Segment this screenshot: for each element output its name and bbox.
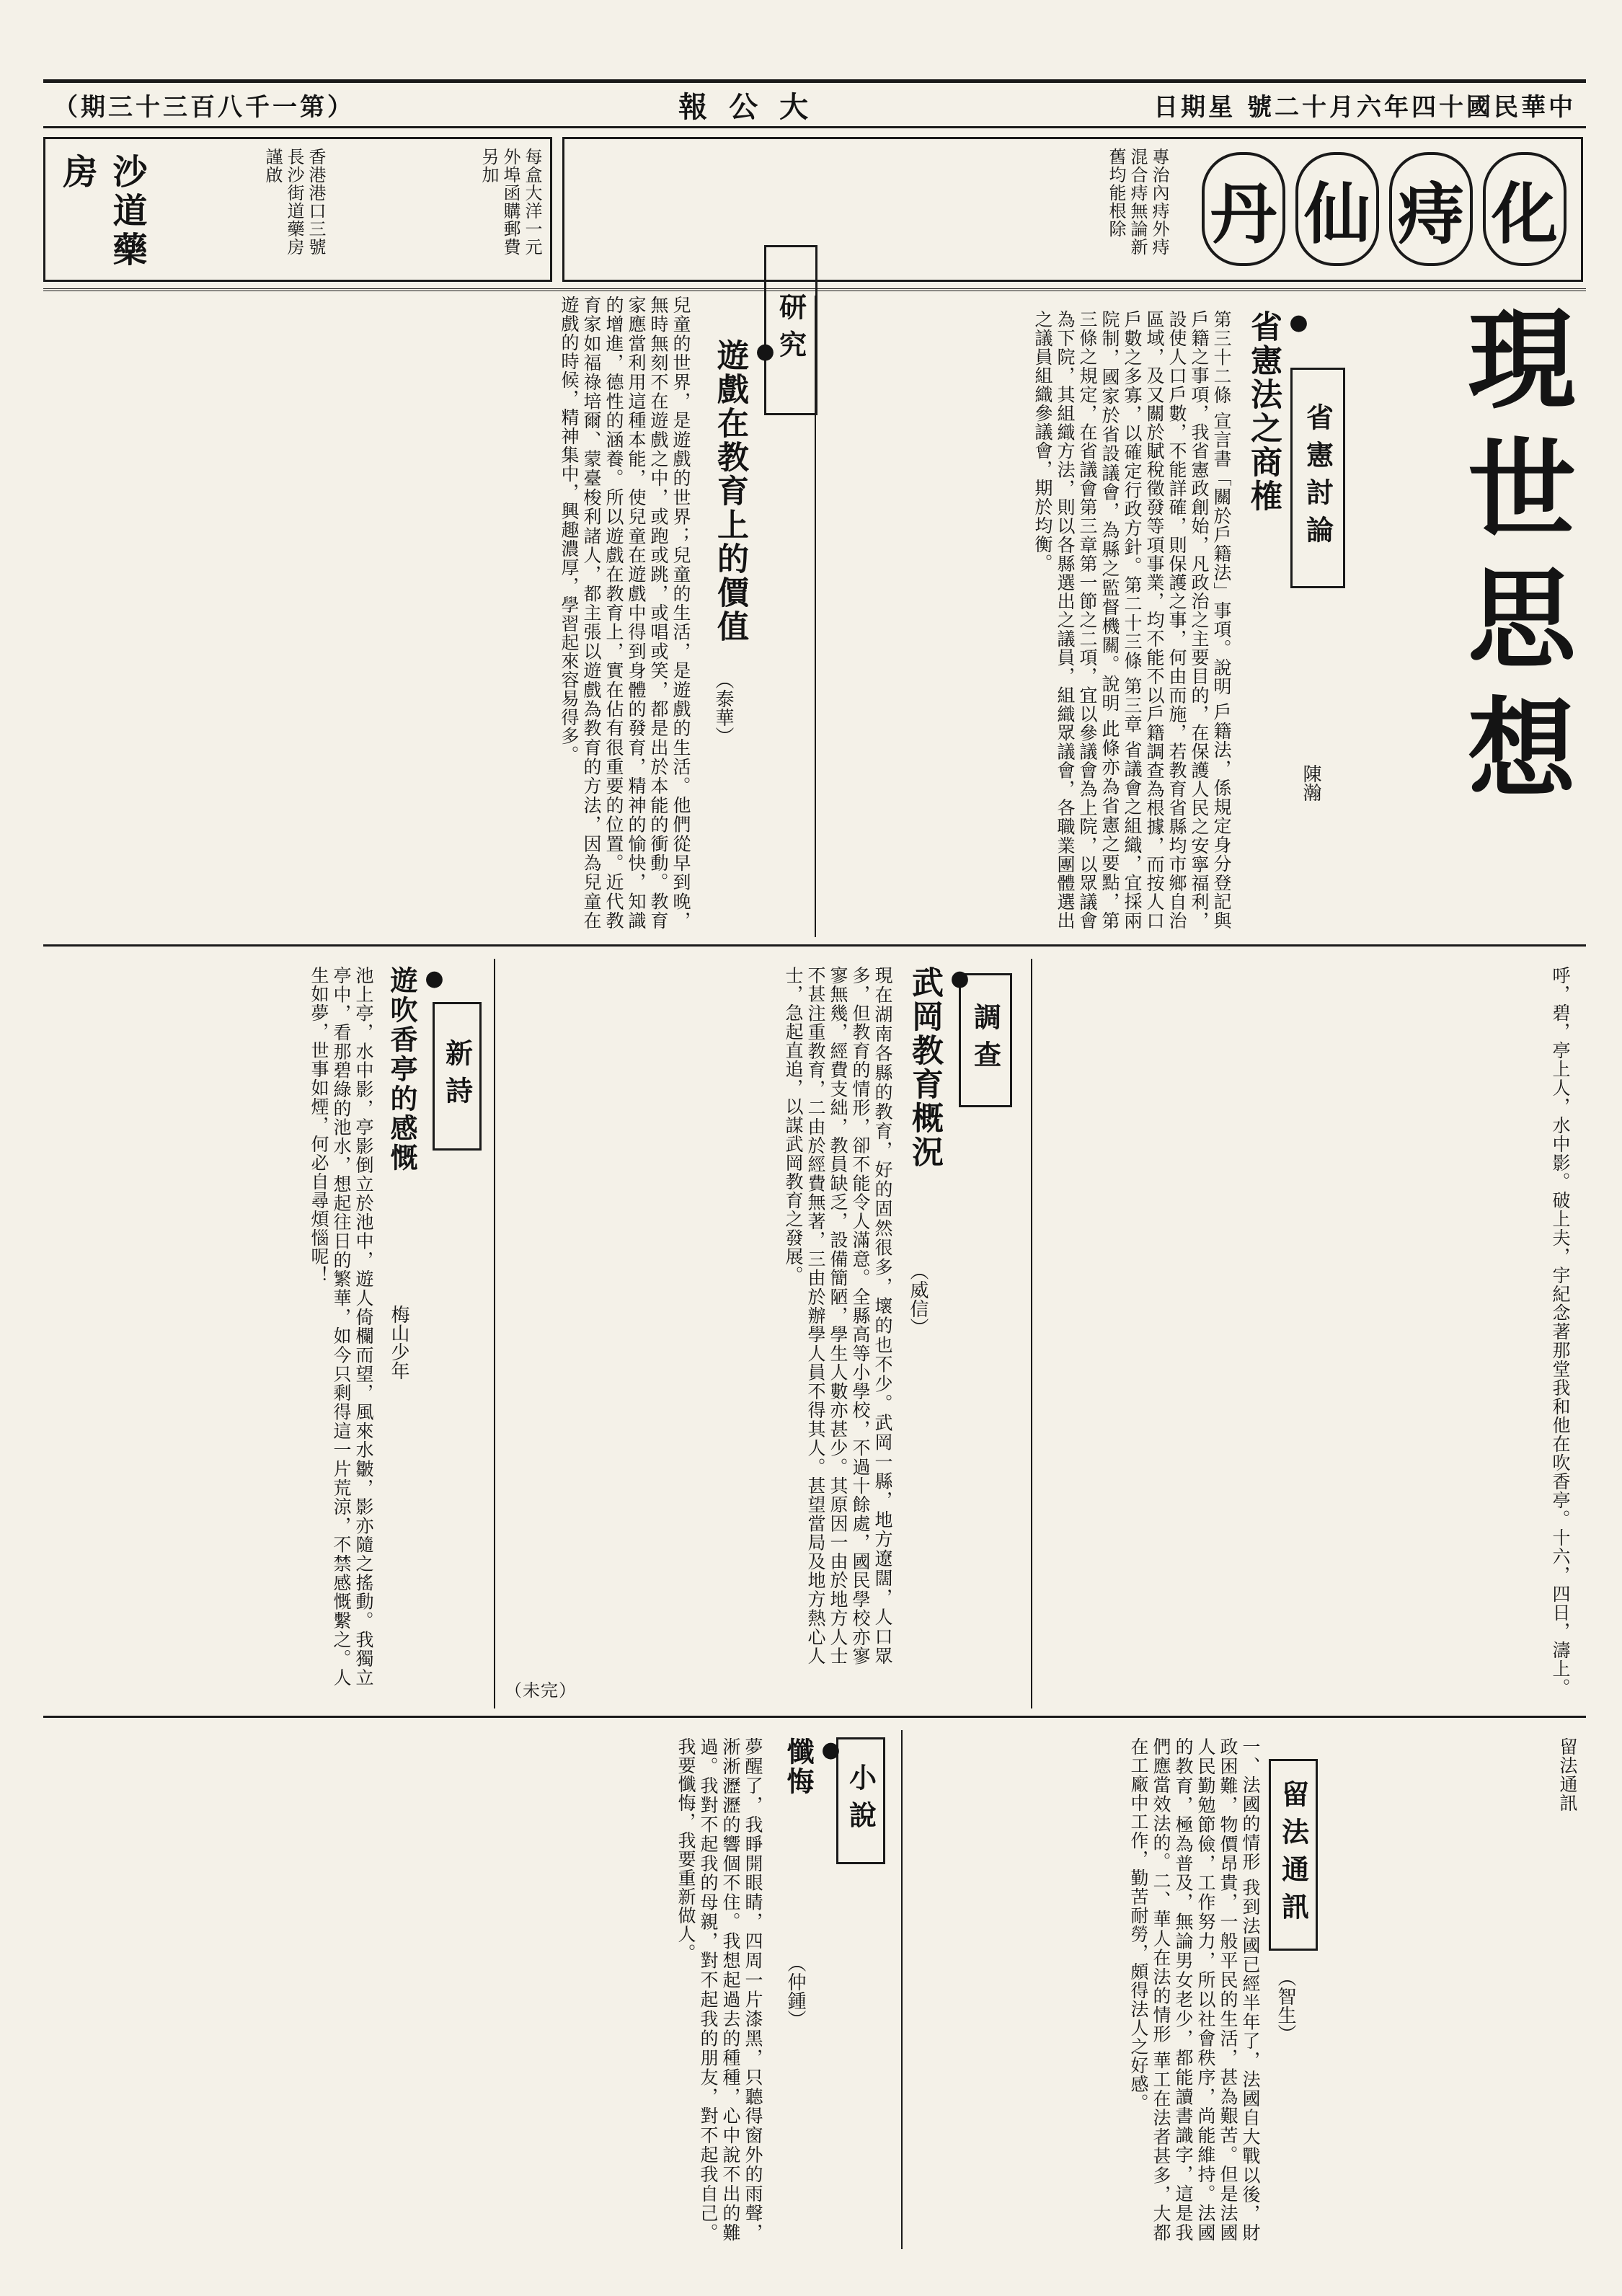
masthead-issue: （期三十三百八千一第）	[53, 92, 355, 122]
remedy-char-4: 化	[1483, 152, 1566, 266]
article5-author: （智生）	[1275, 1968, 1296, 2043]
section-france-correspondence: 留法通訊	[1269, 1759, 1318, 1951]
article3-author: （威信）	[907, 1262, 929, 1337]
column-rule-1	[815, 296, 816, 937]
pharmacy-price: 每盒大洋一元 外埠函購郵費另加	[479, 148, 542, 256]
article3-title: ● 武岡教育概況	[901, 966, 972, 1169]
article1-title: ● 省憲法之商榷	[1240, 310, 1311, 513]
article6-author: （仲鍾）	[784, 1954, 806, 2029]
article5-body-right: 一、法國的情形 我到法國已經半年了，法國自大戰以後，財政困難，物價昂貴，一般平民的生活，甚為艱苦。但是法國人民勤勉節儉，工作努力，所以社會秩序，尚能維持。法國的教育，極為普及，無論男女老少，都能讀書識字，這是我們應當效法的。二、華人在法的情形 華工在法者甚多，大都在工廠中工作，勤苦耐勞，頗得法人之好感。	[1128, 1737, 1261, 2242]
section-research: 研究	[764, 245, 817, 415]
article2-body: 兒童的世界，是遊戲的世界；兒童的生活，是遊戲的生活。他們從早到晚，無時無刻不在遊戲之中，或跑或跳，或唱或笑，都是出於本能的衝動。教育家應當利用這種本能，使兒童在遊戲中得到身體的發育，精神的愉快，知識的增進，德性的涵養。所以遊戲在教育上，實在佔有很重要的位置。近代教育家如福祿培爾、蒙臺梭利諸人，都主張以遊戲為教育的方法，因為兒童在遊戲的時候，精神集中，興趣濃厚，學習起來容易得多。	[559, 296, 691, 930]
column-rule-2	[1031, 959, 1032, 1708]
remedy-tagline: 專治內痔外痔混合痔無論新舊均能根除	[1106, 148, 1169, 256]
divider-lower	[43, 1716, 1586, 1718]
article4-title: ● 遊吹香亭的感慨	[382, 966, 447, 1173]
article1-author: 陳瀚	[1300, 764, 1321, 802]
article4-author: 梅山少年	[388, 1305, 409, 1380]
column-rule-3	[494, 959, 495, 1708]
article2-author: （泰華）	[712, 670, 734, 745]
article3-end-note: （未完）	[505, 1680, 577, 1701]
remedy-char-3: 痔	[1389, 152, 1473, 266]
hemorrhoid-remedy-ad	[562, 137, 1583, 282]
article6-title: ● 懺悔	[779, 1737, 843, 1796]
main-title: 現世思想	[1449, 303, 1576, 822]
article6-body: 夢醒了，我睜開眼睛，四周一片漆黑，只聽得窗外的雨聲，淅淅瀝瀝的響個不住。我想起過去的種種，心中說不出的難過。我對不起我的母親，對不起我的朋友，對不起我自己。我要懺悔，我要重新做人。	[675, 1737, 763, 2242]
section-new-poetry: 新詩	[433, 1002, 482, 1151]
pharmacy-brand: 沙道藥房	[57, 154, 147, 270]
divider-upper	[43, 944, 1586, 947]
newspaper-page	[43, 79, 1586, 2256]
article3-body: 現在湖南各縣的教育，好的固然很多，壞的也不少。武岡一縣，地方遼闊，人口眾多，但教育的情形，卻不能令人滿意。全縣高等小學校，不過十餘處，國民學校亦寥寥無幾，經費支絀，教員缺乏，設備簡陋，學生人數亦甚少。其原因一由於地方人士不甚注重教育，二由於經費無著，三由於辦學人員不得其人。甚望當局及地方熱心人士，急起直追，以謀武岡教育之發展。	[783, 966, 893, 1665]
article7-body: 呼，碧，亭上人，水中影。破上夫，宇紀念著那堂我和他在吹香亭。十六，四日，濤上。	[1550, 966, 1571, 1697]
article1-body: 第三十二條 宣言書「關於戶籍法」事項。說明 戶籍法，係規定身分登記與戶籍之事項，我省憲政創始，凡政治之主要目的，在保護人民之安寧福利，設使人口戶數，不能詳確，則保護之事，何由而施，若教育省縣均市鄉自治區域，及又關於賦稅徵發等項事業，均不能不以戶籍調查為根據，而按人口戶數之多寡，以確定行政方針。第二十三條 第三章 省議會之組織，宜採兩院制，國家於省設議會，為縣之監督機關。說明 此條亦為省憲之要點，第三條之規定，在省議會第三章第一節之二項，宜以參議會為上院，以眾議會為下院，其組織方法，則以各縣選出之議員，組織眾議會，各職業團體選出之議員組織參議會，期於均衡。	[1032, 310, 1232, 930]
pharmacy-note: 香港港口三號 長沙街道藥房謹啟	[262, 148, 326, 256]
pharmacy-ad	[43, 137, 552, 282]
article5-body-continued: 留法通訊	[1557, 1737, 1578, 1812]
section-provincial-constitution: 省憲討論	[1290, 368, 1345, 588]
remedy-brand-badges	[1202, 152, 1566, 266]
remedy-char-2: 仙	[1295, 152, 1379, 266]
masthead	[43, 79, 1586, 128]
article2-title: ● 遊戲在教育上的價值	[706, 339, 778, 644]
section-survey: 調查	[959, 973, 1012, 1107]
article4-body: 池上亭，水中影，亭影倒立於池中，遊人倚欄而望，風來水皺，影亦隨之搖動。我獨立亭中，看那碧綠的池水，想起往日的繁華，如今只剩得這一片荒涼，不禁感慨繫之。人生如夢，世事如煙，何必自尋煩惱呢！	[309, 966, 374, 1687]
section-fiction: 小說	[836, 1737, 885, 1864]
remedy-char-1: 丹	[1202, 152, 1285, 266]
masthead-paper-name: 報公大	[678, 89, 830, 124]
column-rule-4	[901, 1730, 903, 2249]
masthead-date: 日期星 號二十月六年四十國民華中	[1153, 92, 1576, 122]
